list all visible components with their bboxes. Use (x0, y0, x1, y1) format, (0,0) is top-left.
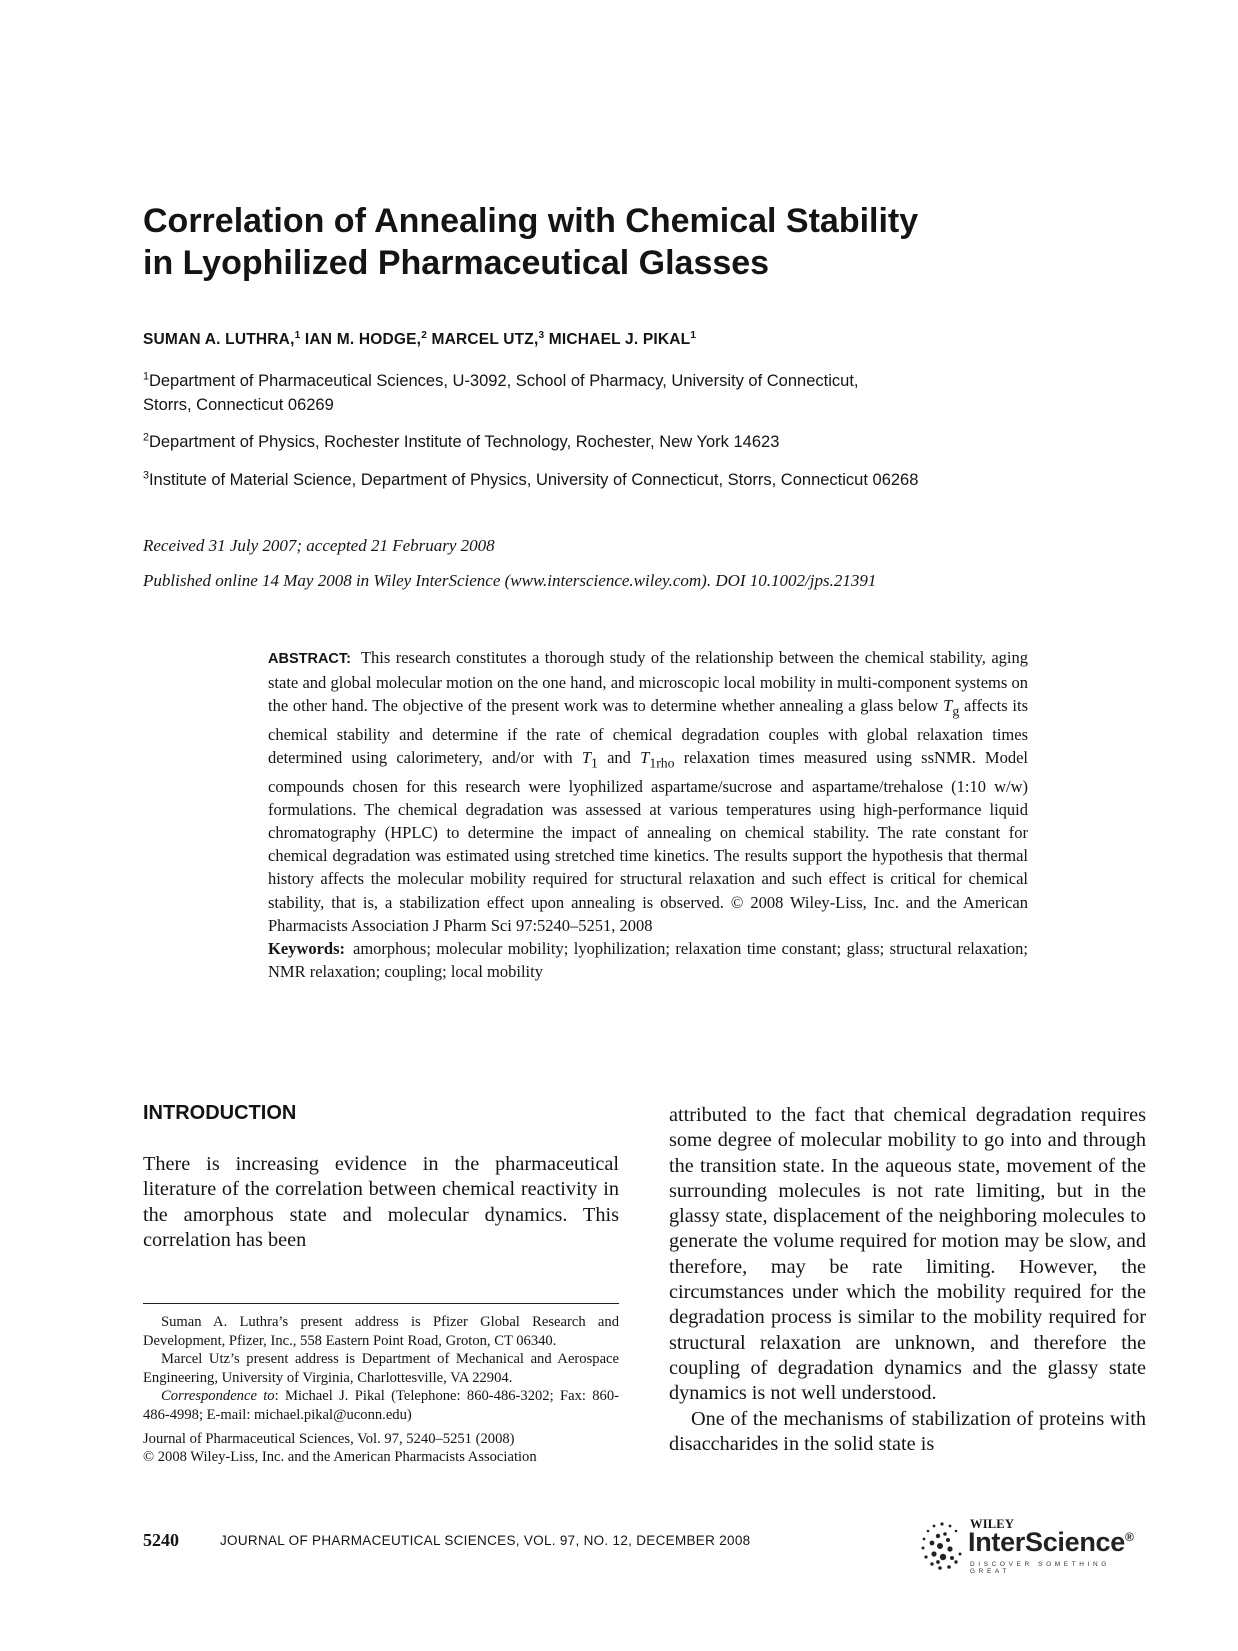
logo-tagline: DISCOVER SOMETHING GREAT (970, 1561, 1110, 1575)
keywords-label: Keywords: (268, 939, 345, 959)
section-heading-introduction: INTRODUCTION (143, 1102, 297, 1124)
title-line-1: Correlation of Annealing with Chemical Stability (143, 202, 919, 240)
author-name: SUMAN A. LUTHRA, (143, 331, 295, 348)
body-paragraph: There is increasing evidence in the pharmaceutical literature of the correlation between chemical reactivity in the amorphous state and molecular dynamics. This correlation has been (143, 1153, 619, 1251)
abstract (268, 646, 1028, 983)
logo-interscience-word: InterScience (968, 1527, 1125, 1557)
author-affiliation-marker: 1 (690, 329, 697, 341)
abstract-text: affects its chemical stability and determine if the rate of chemical degradation couples with global relaxation times determined using calorimetery, and/or with (268, 696, 1028, 768)
page-number: 5240 (143, 1530, 179, 1550)
copyright-line: © 2008 Wiley-Liss, Inc. and the American Pharmacists Association (143, 1449, 537, 1466)
affiliation-line: Storrs, Connecticut 06269 (143, 396, 334, 414)
abstract-body (268, 646, 1028, 937)
footnote-divider (143, 1303, 619, 1304)
correspondence-note (143, 1387, 619, 1424)
author-name: MICHAEL J. PIKAL (548, 331, 691, 348)
tg-symbol: T (943, 696, 953, 716)
affiliation-marker: 1 (143, 370, 149, 383)
author-list (143, 331, 1043, 349)
abstract-label: ABSTRACT: (268, 651, 351, 667)
affiliation-marker: 2 (143, 431, 149, 444)
affiliation-marker: 3 (143, 469, 149, 482)
correspondence-label: Correspondence to (161, 1388, 275, 1405)
author-name: IAN M. HODGE, (304, 331, 422, 348)
affiliation-line: Department of Pharmaceutical Sciences, U-3092, School of Pharmacy, University of Connecticut, (148, 372, 859, 390)
affiliation (143, 468, 1043, 492)
t1rho-subscript: 1rho (649, 755, 675, 771)
affiliation-line: Institute of Material Science, Department of Physics, University of Connecticut, Storrs, Connecticut 06268 (148, 471, 919, 489)
keywords-text: amorphous; molecular mobility; lyophilization; relaxation time constant; glass; structural relaxation; NMR relaxation; coupling; local mobility (268, 939, 1028, 982)
t1-symbol: T (581, 748, 592, 768)
footnote-address-utz: Marcel Utz’s present address is Department of Mechanical and Aerospace Engineering, University of Virginia, Charlottesville, VA 22904. (143, 1351, 619, 1386)
left-column (143, 1100, 619, 1253)
author-affiliation-marker: 3 (538, 329, 545, 341)
t1rho-symbol: T (640, 748, 650, 768)
t1-subscript: 1 (591, 755, 598, 771)
abstract-text: This research constitutes a thorough study of the relationship between the chemical stability, aging state and global molecular motion on the one hand, and microscopic local mobility in multi-component systems on the other hand. The objective of the present work was to determine whether annealing a glass below (268, 648, 1028, 716)
affiliation (143, 369, 1043, 417)
logo-interscience-text (968, 1527, 1134, 1558)
registered-mark-icon: ® (1124, 1530, 1134, 1544)
author-affiliation-marker: 1 (294, 329, 301, 341)
journal-citation: Journal of Pharmaceutical Sciences, Vol. 97, 5240–5251 (2008) (143, 1430, 515, 1447)
correspondence-text: : Michael J. Pikal (Telephone: 860-486-3202; Fax: 860-486-4998; E-mail: michael.pikal@uconn.edu) (143, 1388, 619, 1423)
title-line-2: in Lyophilized Pharmaceutical Glasses (143, 244, 770, 282)
abstract-text: relaxation times measured using ssNMR. Model compounds chosen for this research were lyophilized aspartame/sucrose and aspartame/trehalose (1:10 w/w) formulations. The chemical degradation was assessed at various temperatures using high-performance liquid chromatography (HPLC) to determine the impact of annealing on chemical stability. The rate constant for chemical degradation was estimated using stretched time kinetics. The results support the hypothesis that thermal history affects the molecular mobility required for structural relaxation and such effect is critical for chemical stability, that is, a stabilization effect upon annealing is observed. © 2008 Wiley-Liss, Inc. and the American Pharmacists Association J Pharm Sci 97:5240–5251, 2008 (268, 748, 1029, 935)
author-affiliation-marker: 2 (421, 329, 427, 341)
running-head: JOURNAL OF PHARMACEUTICAL SCIENCES, VOL. 97, NO. 12, DECEMBER 2008 (220, 1533, 751, 1548)
footnotes (143, 1313, 619, 1467)
interscience-globe-icon (918, 1516, 966, 1574)
body-paragraph: attributed to the fact that chemical degradation requires some degree of molecular mobility to go into and through the transition state. In the aqueous state, movement of the surrounding molecules is not rate limiting, but in the glassy state, displacement of the neighboring molecules to generate the volume required for motion may be slow, and therefore, may be rate limiting. However, the circumstances under which the mobility required for the degradation process is similar to the mobility required for structural relaxation are unknown, and therefore the coupling of degradation dynamics and the glassy state dynamics is not well understood. (669, 1104, 1146, 1405)
author-name: MARCEL UTZ, (431, 331, 539, 348)
wiley-interscience-logo (918, 1516, 1153, 1576)
keywords (268, 937, 1028, 983)
received-dates: Received 31 July 2007; accepted 21 February 2008 (143, 536, 495, 555)
article-title (143, 200, 1043, 284)
publication-info: Published online 14 May 2008 in Wiley InterScience (www.interscience.wiley.com). DOI 10.1002/jps.21391 (143, 571, 877, 590)
right-column (669, 1103, 1146, 1457)
logo-wiley-text: WILEY (970, 1517, 1015, 1531)
footnote-address-luthra: Suman A. Luthra’s present address is Pfizer Global Research and Development, Pfizer, Inc., 558 Eastern Point Road, Groton, CT 06340. (143, 1314, 619, 1349)
affiliation (143, 430, 1043, 454)
affiliation-line: Department of Physics, Rochester Institute of Technology, Rochester, New York 14623 (148, 433, 780, 451)
tg-subscript: g (952, 703, 960, 719)
body-paragraph: One of the mechanisms of stabilization of proteins with disaccharides in the solid state is (669, 1407, 1146, 1455)
abstract-text: and (597, 748, 641, 768)
